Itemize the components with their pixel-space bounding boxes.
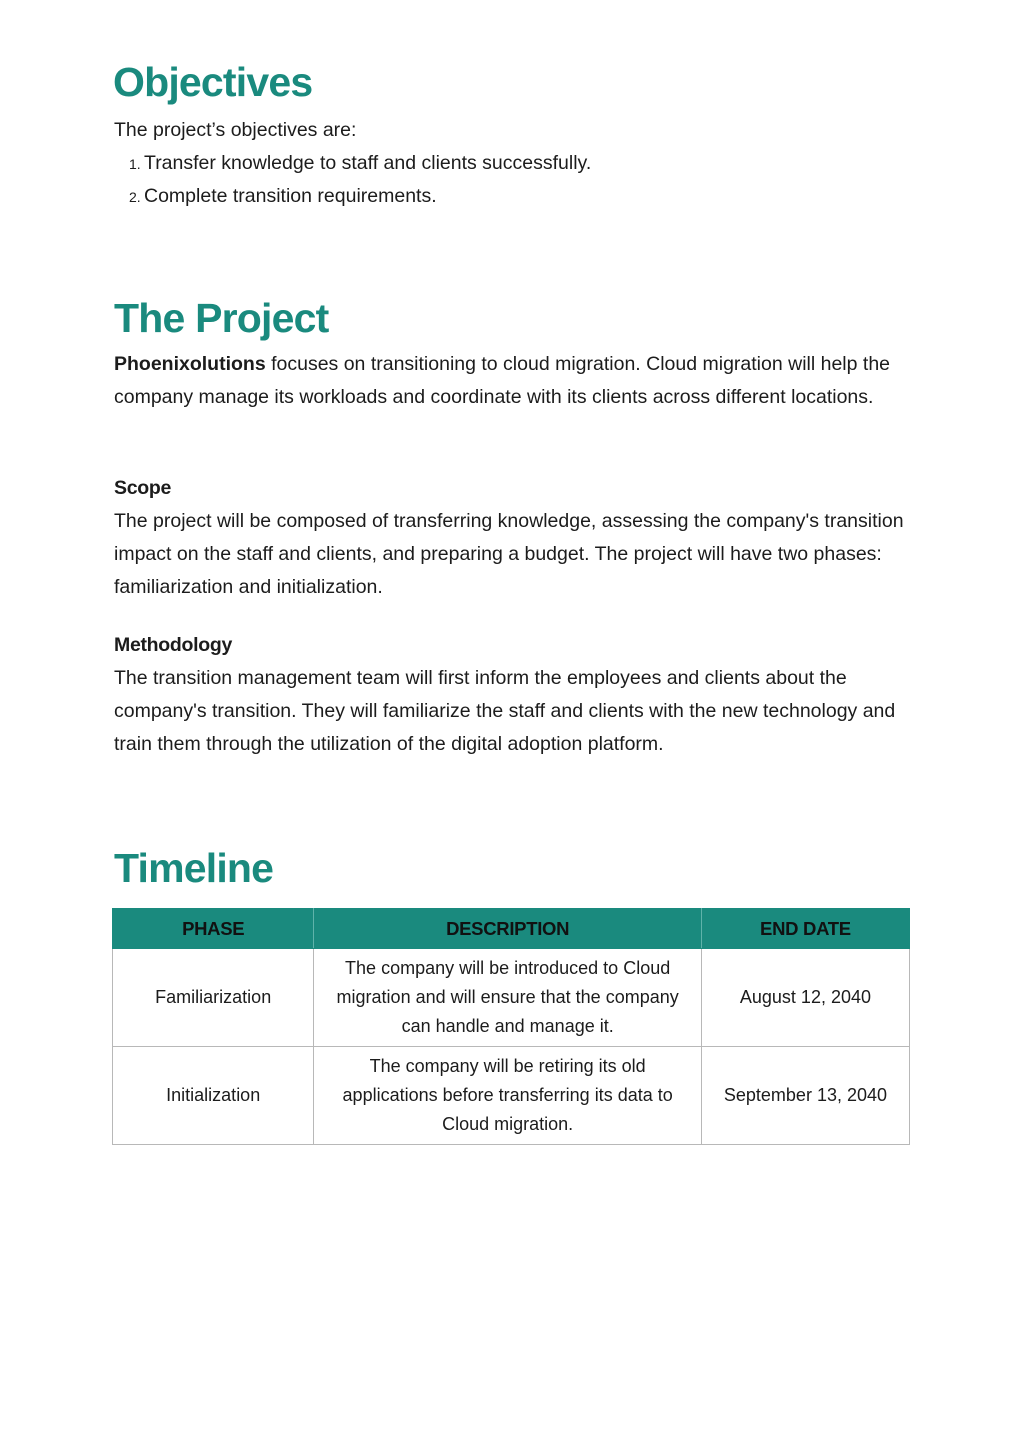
table-header-row — [113, 909, 910, 949]
timeline-table — [112, 908, 910, 1145]
project-description-text: focuses on transitioning to cloud migration. Cloud migration will help the company manage its workloads and coordinate with its clients across different locations. — [114, 353, 891, 408]
table-row — [113, 1047, 910, 1145]
cell-end-date: August 12, 2040 — [701, 949, 909, 1047]
scope-text: The project will be composed of transferring knowledge, assessing the company's transition impact on the staff and clients, and preparing a budget. The project will have two phases: familiarization and initialization. — [114, 510, 904, 598]
header-end-date: END DATE — [701, 909, 909, 949]
timeline-heading: Timeline — [114, 845, 274, 891]
scope-heading: Scope — [114, 477, 172, 499]
list-item — [114, 180, 591, 213]
cell-description: The company will be retiring its old applications before transferring its data to Cloud migration. — [314, 1047, 702, 1145]
company-name: Phoenixolutions — [114, 353, 266, 375]
list-item-number: 1. — [129, 156, 141, 172]
table-row — [113, 949, 910, 1047]
cell-end-date: September 13, 2040 — [701, 1047, 909, 1145]
list-item-text: Complete transition requirements. — [144, 185, 437, 207]
header-phase: PHASE — [113, 909, 314, 949]
list-item — [114, 147, 591, 180]
methodology-text: The transition management team will first inform the employees and clients about the company's transition. They will familiarize the staff and clients with the new technology and train them through the utilization of the digital adoption platform. — [114, 667, 896, 755]
cell-description: The company will be introduced to Cloud migration and will ensure that the company can handle and manage it. — [314, 949, 702, 1047]
objectives-heading: Objectives — [113, 59, 313, 105]
project-description — [114, 348, 910, 414]
cell-phase: Familiarization — [113, 949, 314, 1047]
list-item-number: 2. — [129, 189, 141, 205]
objectives-list — [114, 147, 591, 213]
objectives-intro: The project’s objectives are: — [114, 119, 357, 141]
cell-phase: Initialization — [113, 1047, 314, 1145]
project-heading: The Project — [114, 295, 329, 341]
methodology-heading: Methodology — [114, 634, 233, 656]
list-item-text: Transfer knowledge to staff and clients successfully. — [144, 152, 592, 174]
header-description: DESCRIPTION — [314, 909, 702, 949]
